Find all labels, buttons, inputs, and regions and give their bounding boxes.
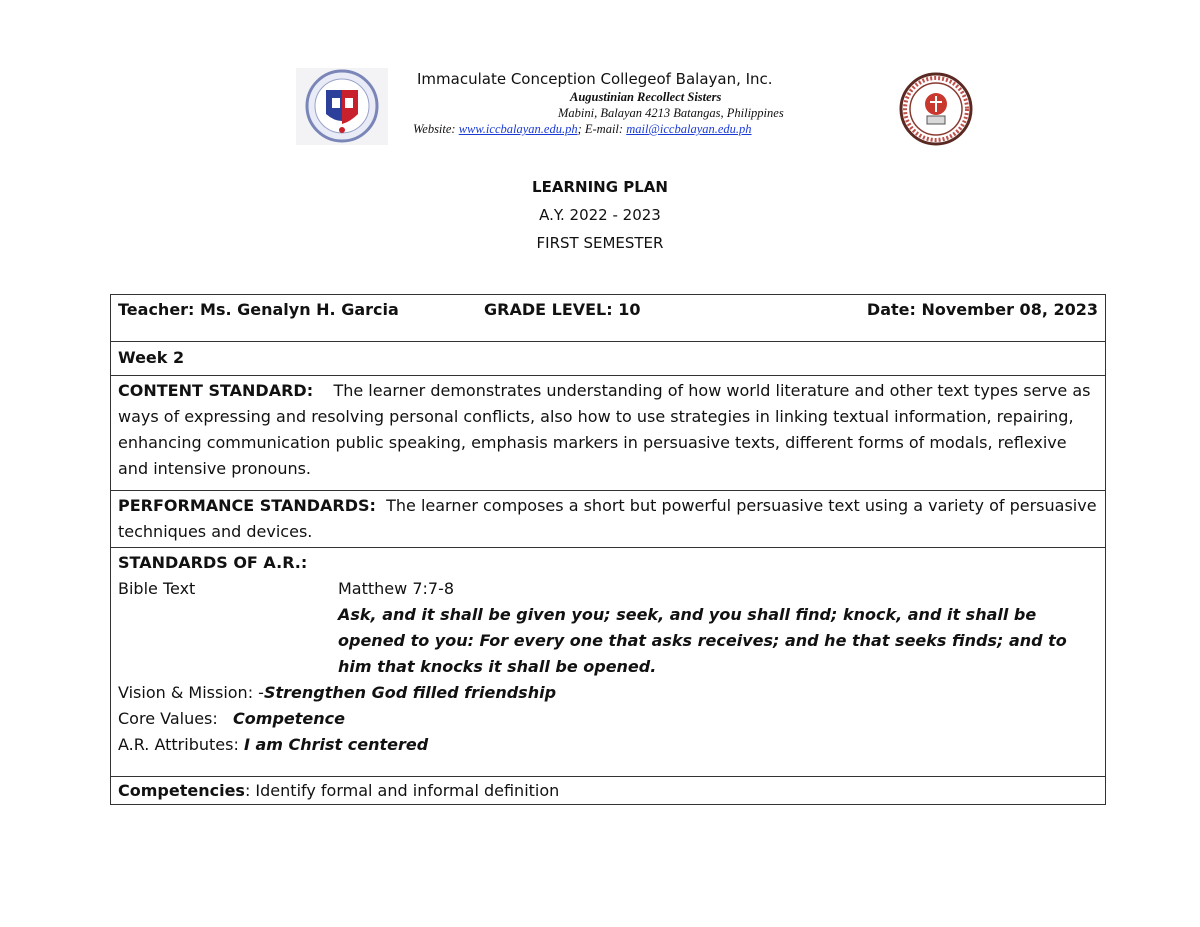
bible-text-label: Bible Text xyxy=(118,579,196,598)
ar-standards-row xyxy=(111,548,1106,777)
ar-attributes-label: A.R. Attributes: xyxy=(118,735,244,754)
website-label: Website: xyxy=(413,122,456,136)
vision-mission-value: Strengthen God filled friendship xyxy=(263,683,557,702)
institution-address: Mabini, Balayan 4213 Batangas, Philippines xyxy=(558,106,784,120)
performance-standard-label: PERFORMANCE STANDARDS: xyxy=(118,496,376,515)
ar-standards-label: STANDARDS OF A.R.: xyxy=(118,553,308,572)
contact-line xyxy=(413,122,752,137)
email-label: ; E-mail: xyxy=(577,122,624,136)
content-standard-label: CONTENT STANDARD: xyxy=(118,381,314,400)
vision-mission-label: Vision & Mission: - xyxy=(118,683,264,702)
core-values-value: Competence xyxy=(233,709,345,728)
vision-mission-line xyxy=(118,680,1098,706)
bible-text-block xyxy=(118,576,1098,680)
performance-standard-text: The learner composes a short but powerful persuasive text using a variety of persuasive techniques and devices. xyxy=(118,496,1097,541)
performance-standard-row xyxy=(111,491,1106,548)
ar-attributes-line xyxy=(118,732,1098,758)
institution-name: Immaculate Conception Collegeof Balayan, Inc. xyxy=(417,70,773,88)
content-standard-text: The learner demonstrates understanding of how world literature and other text types serve as ways of expressing and resolving personal conflicts, also how to use strategies in linking textual information, repairing, enhancing communication public speaking, emphasis markers in persuasive texts, different forms of modals, reflexive and intensive pronouns. xyxy=(118,381,1091,478)
competencies-row xyxy=(111,777,1106,805)
competencies-label: Competencies xyxy=(118,781,245,800)
grade-level: GRADE LEVEL: 10 xyxy=(484,300,641,319)
document-titles xyxy=(0,176,1200,260)
plan-date: Date: November 08, 2023 xyxy=(866,300,1098,319)
website-link[interactable]: www.iccbalayan.edu.ph xyxy=(458,122,578,136)
week-row xyxy=(111,342,1106,376)
learning-plan-table xyxy=(110,294,1106,805)
religious-order: Augustinian Recollect Sisters xyxy=(570,90,722,104)
bible-reference: Matthew 7:7-8 xyxy=(338,579,455,598)
core-values-label: Core Values: xyxy=(118,709,234,728)
ar-attributes-value: I am Christ centered xyxy=(243,735,429,754)
teacher-grade-date xyxy=(118,297,1098,323)
academic-year: A.Y. 2022 - 2023 xyxy=(539,206,661,224)
header-row xyxy=(111,295,1106,342)
content-standard-row xyxy=(111,376,1106,491)
bible-verse: Ask, and it shall be given you; seek, and you shall find; knock, and it shall be opened to you: For every one that asks receives; and he that seeks finds; and to him that knocks it shall be opened. xyxy=(338,605,1067,676)
email-link[interactable]: mail@iccbalayan.edu.ph xyxy=(626,122,752,136)
week-label: Week 2 xyxy=(111,342,1106,376)
college-seal-icon xyxy=(296,68,388,145)
learning-plan-title: LEARNING PLAN xyxy=(532,178,668,196)
competencies-text: : Identify formal and informal definition xyxy=(244,781,560,800)
teacher-name: Teacher: Ms. Genalyn H. Garcia xyxy=(118,300,399,319)
semester-title: FIRST SEMESTER xyxy=(536,234,664,252)
core-values-line xyxy=(118,706,1098,732)
congregation-seal-icon xyxy=(899,72,973,146)
